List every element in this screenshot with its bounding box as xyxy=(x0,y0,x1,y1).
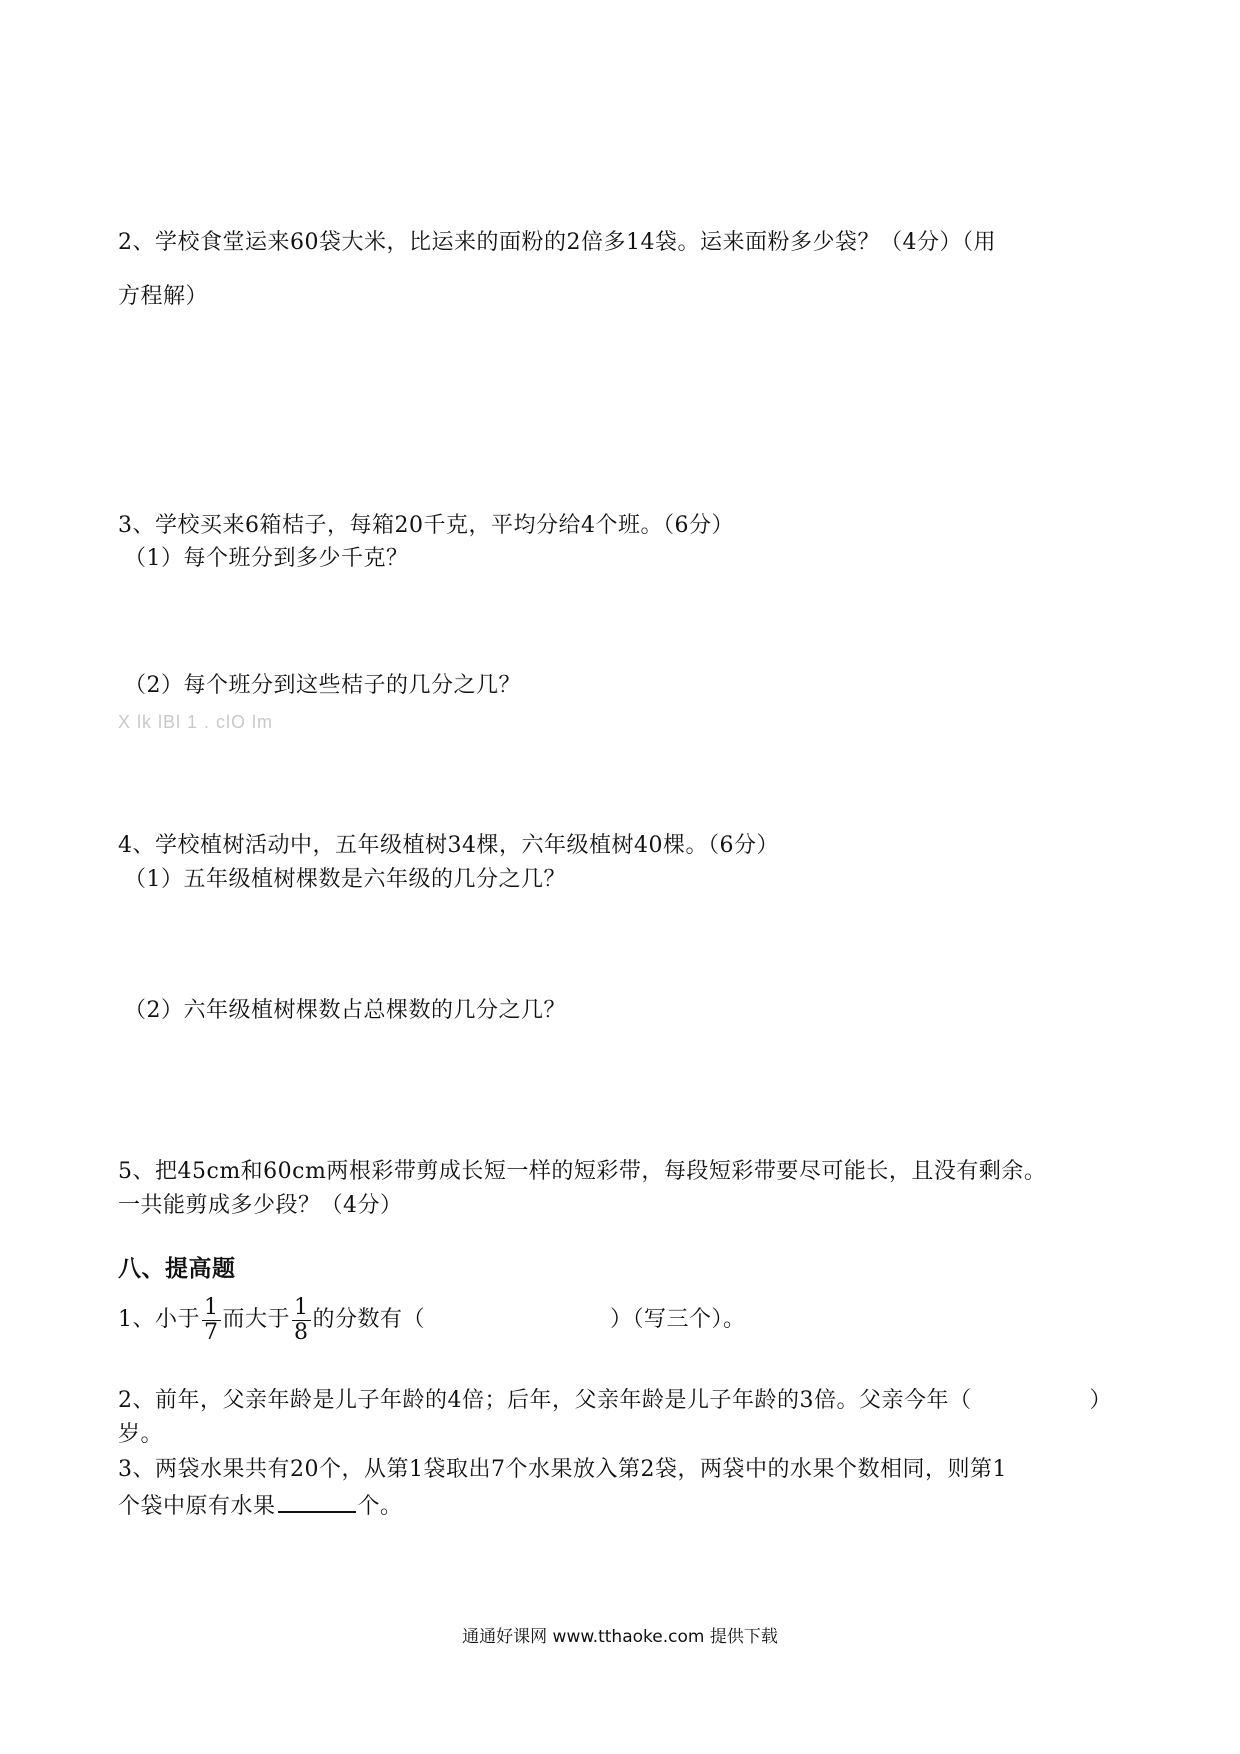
s8-q3-line2 xyxy=(118,1489,403,1522)
q4-part2: （2）六年级植树棵数占总棵数的几分之几？ xyxy=(124,998,566,1023)
s8-q2-text: 2、前年，父亲年龄是儿子年龄的4倍；后年，父亲年龄是儿子年龄的3倍。父亲今年（ xyxy=(118,1388,972,1413)
q4-title: 4、学校植树活动中，五年级植树34棵，六年级植树40棵。（6分） xyxy=(118,833,779,858)
s8-q2-line1 xyxy=(118,1386,1112,1416)
s8-q3-line1: 3、两袋水果共有20个，从第1袋取出7个水果放入第2袋，两袋中的水果个数相同，则第1 xyxy=(118,1457,1007,1482)
q5-line1: 5、把45cm和60cm两根彩带剪成长短一样的短彩带，每段短彩带要尽可能长，且没有剩余。 xyxy=(118,1159,1047,1184)
s8-q2-close: ） xyxy=(1089,1388,1113,1413)
q5-line2: 一共能剪成多少段？（4分） xyxy=(118,1193,403,1218)
q3-part1: （1）每个班分到多少千克？ xyxy=(124,546,409,571)
q2-line1: 2、学校食堂运来60袋大米，比运来的面粉的2倍多14袋。运来面粉多少袋？（4分）（用 xyxy=(118,230,996,255)
q4-part1: （1）五年级植树棵数是六年级的几分之几？ xyxy=(124,867,566,892)
s8-q1-suffix: ）（写三个）。 xyxy=(610,1307,746,1332)
frac1-numerator: 1 xyxy=(204,1294,219,1320)
s8-q3-suffix: 个。 xyxy=(357,1494,403,1519)
q3-title: 3、学校买来6箱桔子，每箱20千克，平均分给4个班。（6分） xyxy=(118,513,734,538)
s8-q1-middle: 而大于 xyxy=(222,1307,291,1332)
answer-blank-3[interactable] xyxy=(278,1489,356,1513)
s8-q2-line2: 岁。 xyxy=(118,1422,164,1447)
s8-q1-after-frac: 的分数有（ xyxy=(312,1307,426,1332)
section8-heading: 八、提高题 xyxy=(118,1256,236,1282)
s8-q1-prefix: 1、小于 xyxy=(118,1307,200,1332)
s8-q3-prefix: 个袋中原有水果 xyxy=(118,1494,276,1519)
fraction-one-seventh xyxy=(202,1296,221,1345)
frac2-numerator: 1 xyxy=(294,1294,309,1320)
s8-q1 xyxy=(118,1295,746,1345)
watermark-text: X lk lBl 1 . clO lm xyxy=(118,712,274,732)
q3-part2: （2）每个班分到这些桔子的几分之几？ xyxy=(124,673,521,698)
q2-line2: 方程解） xyxy=(118,284,209,309)
footer-credit: 通通好课网 www.tthaoke.com 提供下载 xyxy=(462,1627,778,1647)
fraction-one-eighth xyxy=(292,1296,311,1345)
frac1-denominator: 7 xyxy=(204,1319,219,1345)
frac2-denominator: 8 xyxy=(294,1319,309,1345)
